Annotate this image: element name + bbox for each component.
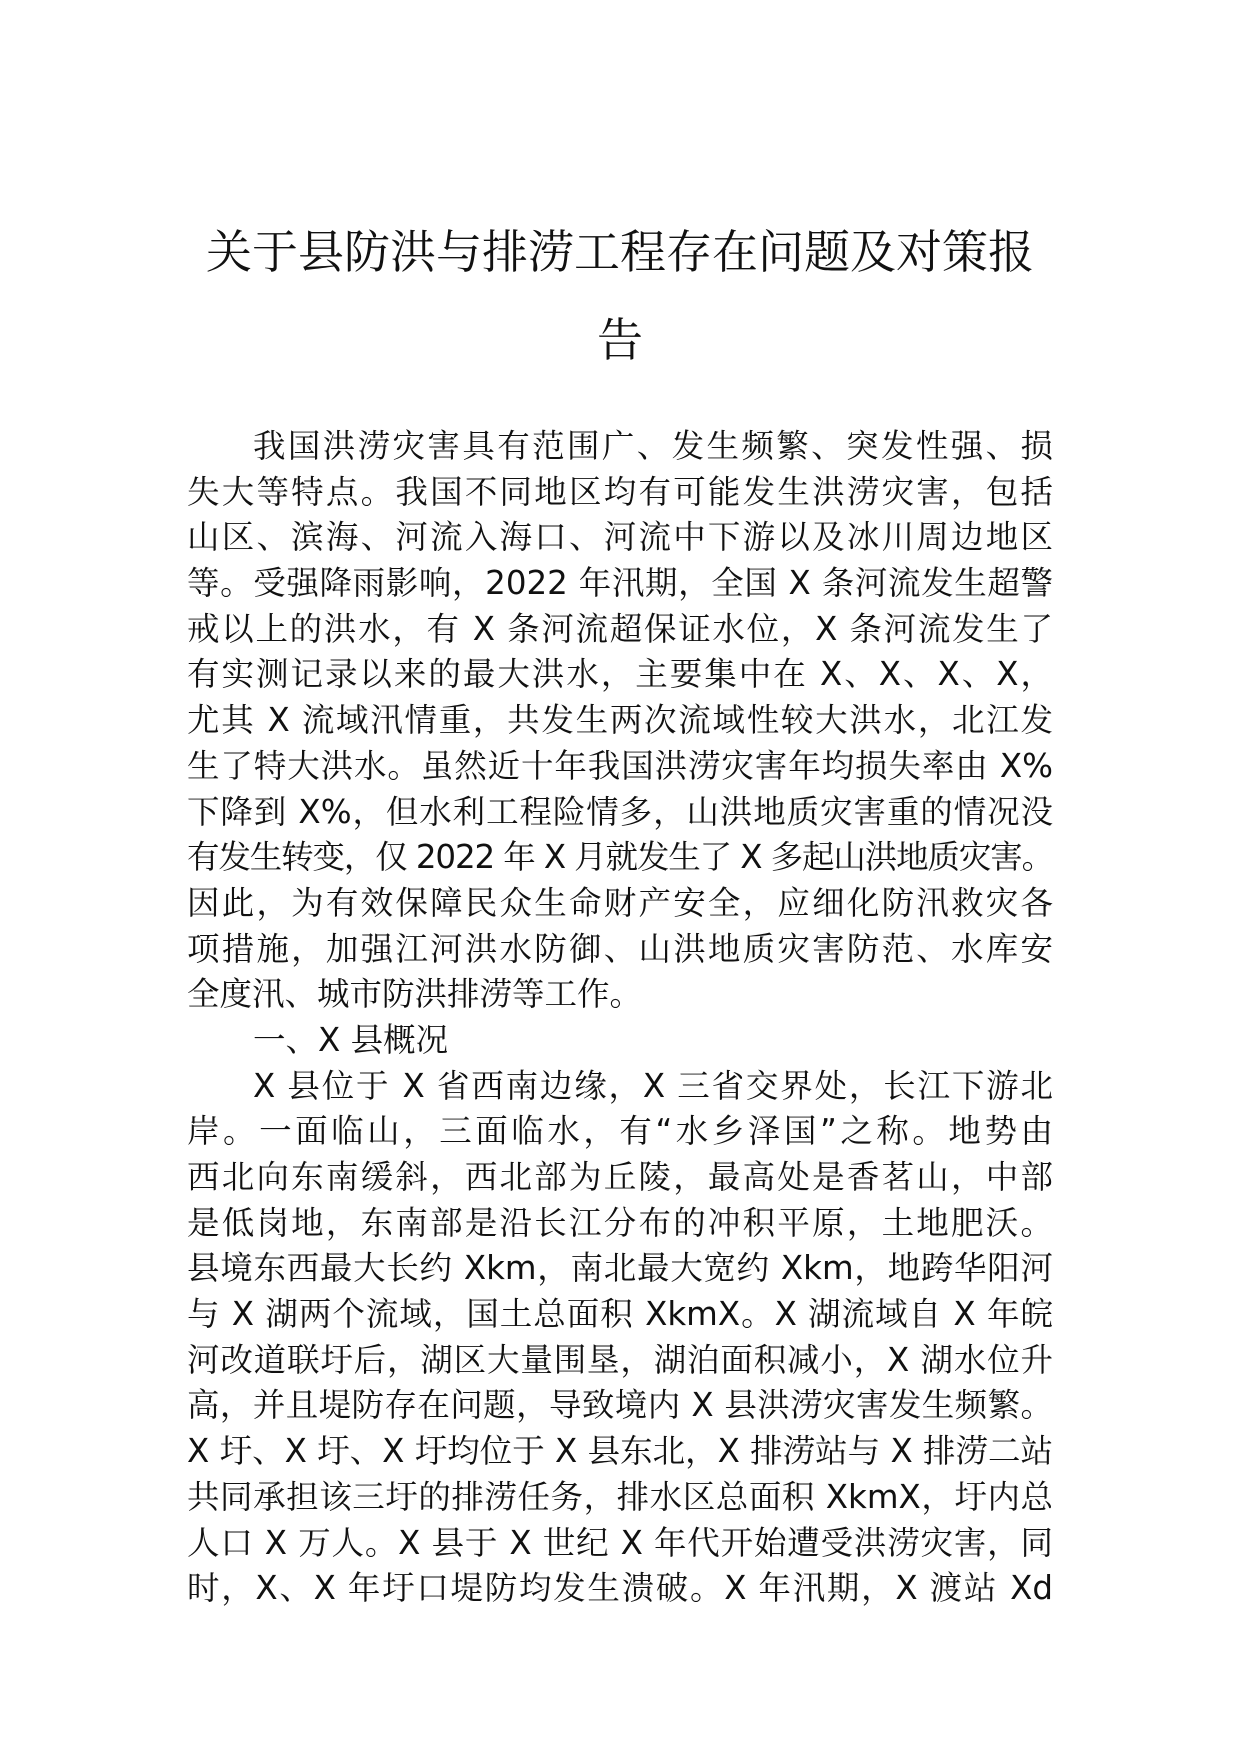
paragraph-line: 时，X、X 年圩口堤防均发生溃破。X 年汛期，X 渡站 Xd <box>187 1569 1053 1608</box>
paragraph-line: 河改道联圩后，湖区大量围垦，湖泊面积减小，X 湖水位升 <box>187 1340 1053 1379</box>
paragraph-line: 是低岗地，东南部是沿长江分布的冲积平原，土地肥沃。 <box>187 1203 1053 1242</box>
title-line-2: 告 <box>597 313 643 367</box>
paragraph-line: 共同承担该三圩的排涝任务，排水区总面积 XkmX，圩内总 <box>187 1477 1053 1516</box>
section-heading: 一、X 县概况 <box>253 1020 449 1059</box>
paragraph-line: 我国洪涝灾害具有范围广、发生频繁、突发性强、损 <box>253 427 1053 465</box>
document-body <box>187 424 1053 1612</box>
paragraph-line: X 县位于 X 省西南边缘，X 三省交界处，长江下游北 <box>253 1066 1053 1105</box>
paragraph-line: 失大等特点。我国不同地区均有可能发生洪涝灾害，包括 <box>187 472 1053 511</box>
paragraph-line: 生了特大洪水。虽然近十年我国洪涝灾害年均损失率由 X% <box>187 746 1053 785</box>
paragraph-line: 戒以上的洪水，有 X 条河流超保证水位，X 条河流发生了 <box>187 609 1053 648</box>
paragraph-intro <box>187 424 1053 1018</box>
paragraph-line: 尤其 X 流域汛情重，共发生两次流域性较大洪水，北江发 <box>187 701 1053 740</box>
paragraph-line: 高，并且堤防存在问题，导致境内 X 县洪涝灾害发生频繁。 <box>187 1386 1053 1425</box>
paragraph-line: 有实测记录以来的最大洪水，主要集中在 X、X、X、X， <box>187 655 1053 694</box>
paragraph-line: 因此，为有效保障民众生命财产安全，应细化防汛救灾各 <box>187 883 1053 922</box>
document-title <box>180 208 1060 384</box>
paragraph-line: 人口 X 万人。X 县于 X 世纪 X 年代开始遭受洪涝灾害，同 <box>187 1523 1053 1562</box>
paragraph-line: 岸。一面临山，三面临水，有“水乡泽国”之称。地势由 <box>187 1112 1053 1151</box>
title-line-1: 关于县防洪与排涝工程存在问题及对策报 <box>206 225 1034 279</box>
paragraph-line: 山区、滨海、河流入海口、河流中下游以及冰川周边地区 <box>187 518 1053 557</box>
paragraph-line: X 圩、X 圩、X 圩均位于 X 县东北，X 排涝站与 X 排涝二站 <box>187 1432 1053 1471</box>
paragraph-line: 全度汛、城市防洪排涝等工作。 <box>187 975 643 1014</box>
paragraph-line: 下降到 X%，但水利工程险情多，山洪地质灾害重的情况没 <box>187 792 1053 831</box>
paragraph-line: 等。受强降雨影响，2022 年汛期，全国 X 条河流发生超警 <box>187 564 1053 603</box>
paragraph-line: 西北向东南缓斜，西北部为丘陵，最高处是香茗山，中部 <box>187 1158 1053 1196</box>
paragraph-county-overview <box>187 1064 1053 1612</box>
paragraph-line: 项措施，加强江河洪水防御、山洪地质灾害防范、水库安 <box>187 929 1053 968</box>
paragraph-line: 县境东西最大长约 Xkm，南北最大宽约 Xkm，地跨华阳河 <box>187 1249 1053 1288</box>
paragraph-line: 与 X 湖两个流域，国土总面积 XkmX。X 湖流域自 X 年皖 <box>187 1295 1053 1334</box>
paragraph-line: 有发生转变，仅 2022 年 X 月就发生了 X 多起山洪地质灾害。 <box>187 838 1053 877</box>
